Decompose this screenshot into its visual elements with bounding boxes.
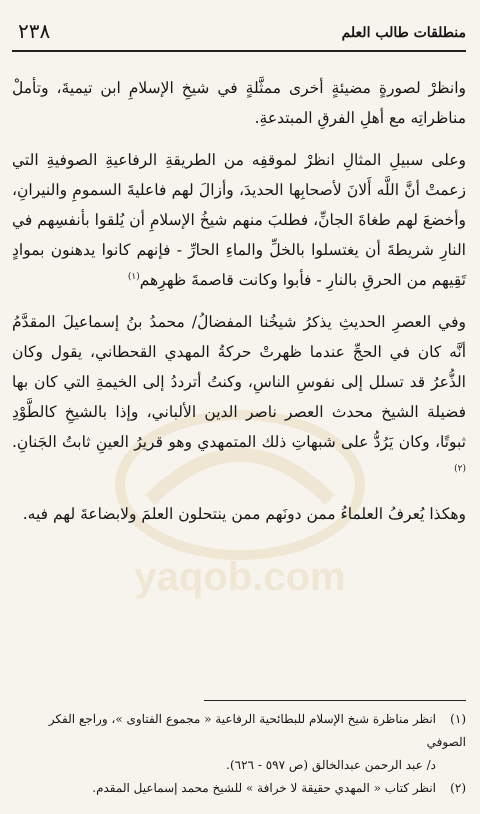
header-rule <box>12 50 466 52</box>
footnote-continuation: د/ عبد الرحمن عبدالخالق (ص ٥٩٧ - ٦٢٦). <box>226 758 436 772</box>
paragraph <box>12 73 466 133</box>
main-text <box>12 73 466 541</box>
running-title: منطلقات طالب العلم <box>341 25 466 41</box>
footnote-text: انظر مناظرة شيخ الإسلام للبطائحية الرفاعية « مجموع الفتاوى »، وراجع الفكر الصوفي <box>48 712 466 749</box>
footnote-ref[interactable]: (٢) <box>454 463 466 474</box>
paragraph-text: وانظرْ لصورةٍ مضيئةٍ أخرى ممثَّلةٍ في شيخِ الإسلامِ ابن تيميةَ، وتأملْ مناظراتِه مع أهلِ الفرقِ المبتدعةِ. <box>12 79 466 127</box>
footnote-number: (١) <box>450 712 466 726</box>
footnote-ref[interactable]: (١) <box>127 271 140 282</box>
paragraph-text: وفي العصرِ الحديثِ يذكرُ شيخُنا المفضالُ/ محمدُ بنُ إسماعيلَ المقدَّمُ أنَّه كان في الحجِّ عندما ظهرتْ حركةُ المهدي القحطاني، يقول وكان الذُّعرُ قد تسلل إلى نفوسِ الناسِ، وكنتُ أترددُ إلى الخيمةِ التي كان بها فضيلة الشيخ محدث العصر ناصر الدين الألباني، وإذا بالشيخِ كالطَّوْدِ ثبوتًا، وكان يَرُدُّ على شبهاتِ ذلك المتمهدي وهو قريرُ العينِ ثابتُ الجَنانِ. <box>12 313 466 451</box>
page-number: ٢٣٨ <box>18 19 51 43</box>
paragraph-text: وهكذا يُعرفُ العلماءُ ممن دونَهم ممن ينتحلون العلمَ ولابضاعةَ لهم فيه. <box>22 505 466 523</box>
footnote-text: انظر كتاب « المهدي حقيقة لا خرافة » للشيخ محمد إسماعيل المقدم. <box>92 781 436 795</box>
paragraph <box>12 499 466 529</box>
footnote <box>12 777 466 800</box>
page-header <box>12 4 466 48</box>
footnote-number: (٢) <box>450 781 466 795</box>
footnotes <box>12 708 466 800</box>
paragraph <box>12 145 466 295</box>
footnote <box>12 708 466 754</box>
footnote-rule <box>204 700 466 701</box>
paragraph <box>12 307 466 487</box>
watermark-text: yaqob.com <box>134 555 346 599</box>
paragraph-text: وعلى سبيلِ المثالِ انظرْ لموقفِه من الطريقةِ الرفاعيةِ الصوفيةِ التي زعمتْ أنَّ اللَّه أَلانَ لأصحابِها الحديدَ، وأزالَ لهم فاعليةَ السمومِ والنيرانِ، وأخضعَ لهم طغاةَ الجانِّ، فطلبَ منهم شيخُ الإسلامِ أن يُلقوا بأنفسِهم في النارِ شريطةَ أن يغتسلوا بالخلِّ والماءِ الحارِّ - فإنهم كانوا يدهنون بموادٍ تَقِيهم من الحرقِ بالنارِ - فأبوا وكانت قاصمةَ ظهرِهم <box>12 151 466 289</box>
